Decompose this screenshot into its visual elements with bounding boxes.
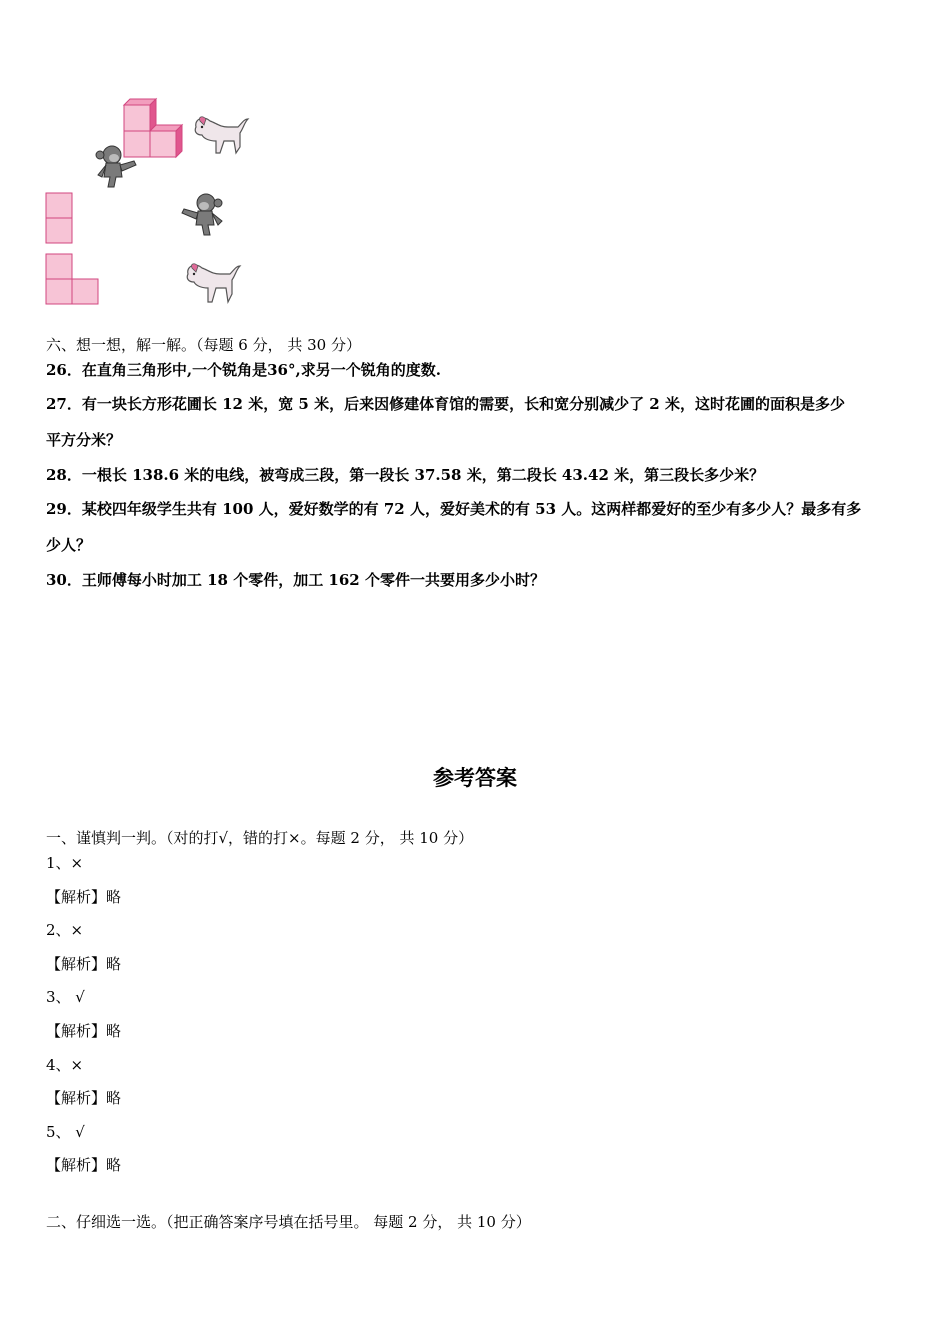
- answer-analysis: 【解析】略: [46, 888, 122, 906]
- answer-item: 5、 √: [46, 1123, 85, 1141]
- answer-analysis: 【解析】略: [46, 1089, 122, 1107]
- answers-section1-heading: 一、谨慎判一判。（对的打√，错的打×。每题 2 分， 共 10 分）: [46, 829, 474, 847]
- dog-icon: [182, 260, 242, 304]
- question-26: 26．在直角三角形中,一个锐角是36°,求另一个锐角的度数.: [46, 361, 441, 379]
- question-29: 29．某校四年级学生共有 100 人，爱好数学的有 72 人，爱好美术的有 53 人。这两样都爱好的至少有多少人？最多有多: [46, 500, 862, 518]
- section-heading: 六、想一想，解一解。（每题 6 分， 共 30 分）: [46, 336, 361, 354]
- question-27: 27．有一块长方形花圃长 12 米，宽 5 米，后来因修建体育馆的需要，长和宽分别减少了 2 米，这时花圃的面积是多少: [46, 395, 845, 413]
- answer-item: 2、×: [46, 921, 84, 939]
- answer-item: 4、×: [46, 1056, 84, 1074]
- answer-item: 3、 √: [46, 988, 85, 1006]
- answer-analysis: 【解析】略: [46, 1022, 122, 1040]
- question-27-continued: 平方分米？: [46, 431, 122, 449]
- l-shape-squares-icon: [45, 253, 101, 307]
- question-29-continued: 少人？: [46, 536, 92, 554]
- two-square-column-icon: [45, 192, 75, 246]
- answers-section2-heading: 二、仔细选一选。（把正确答案序号填在括号里。 每题 2 分， 共 10 分）: [46, 1213, 531, 1231]
- dog-icon: [190, 113, 250, 155]
- answers-title: 参考答案: [433, 765, 517, 790]
- monkey-icon: [92, 143, 142, 189]
- answer-item: 1、×: [46, 854, 84, 872]
- answer-analysis: 【解析】略: [46, 1156, 122, 1174]
- question-30: 30．王师傅每小时加工 18 个零件，加工 162 个零件一共要用多少小时？: [46, 571, 545, 589]
- monkey-icon: [182, 191, 230, 237]
- question-28: 28．一根长 138.6 米的电线，被弯成三段，第一段长 37.58 米，第二段长 43.42 米，第三段长多少米？: [46, 466, 765, 484]
- answer-analysis: 【解析】略: [46, 955, 122, 973]
